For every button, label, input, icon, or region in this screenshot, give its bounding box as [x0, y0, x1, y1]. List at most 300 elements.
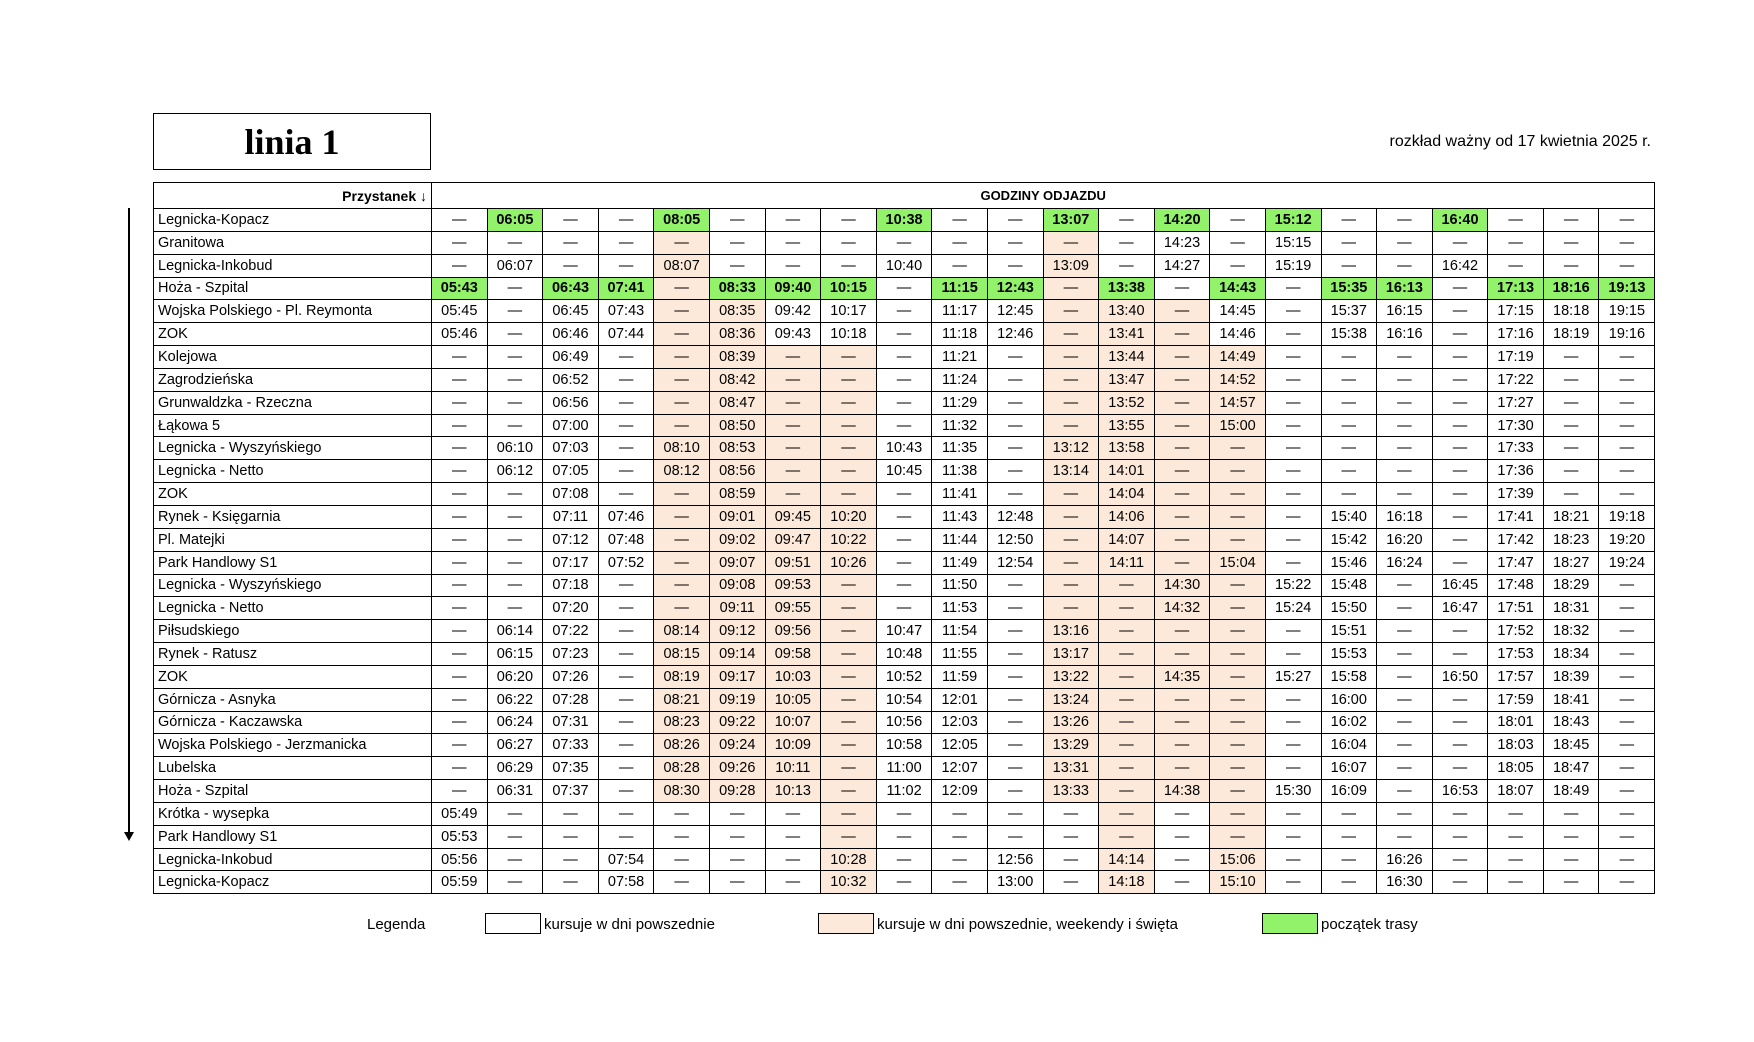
departure-time: —: [654, 871, 710, 894]
departure-time: —: [432, 665, 488, 688]
departure-time: —: [1154, 483, 1210, 506]
departure-time: —: [1265, 460, 1321, 483]
departure-time: —: [709, 254, 765, 277]
departure-time: 09:22: [709, 711, 765, 734]
departure-time: 19:24: [1599, 551, 1655, 574]
departure-time: —: [432, 254, 488, 277]
departure-time: —: [876, 231, 932, 254]
departure-time: —: [821, 665, 877, 688]
table-header-row: [154, 183, 1655, 209]
departure-time: 07:46: [598, 505, 654, 528]
departure-time: 12:01: [932, 688, 988, 711]
departure-time: 15:53: [1321, 643, 1377, 666]
stop-name: Kolejowa: [154, 346, 432, 369]
departure-time: 18:34: [1543, 643, 1599, 666]
departure-time: —: [987, 688, 1043, 711]
departure-time: 09:14: [709, 643, 765, 666]
departure-time: —: [1432, 848, 1488, 871]
departure-time: 18:45: [1543, 734, 1599, 757]
departure-time: —: [1432, 300, 1488, 323]
table-row: [154, 414, 1655, 437]
departure-time: —: [432, 757, 488, 780]
departure-time: —: [1154, 437, 1210, 460]
departure-time: —: [765, 848, 821, 871]
departure-time: —: [821, 437, 877, 460]
departure-time: 18:47: [1543, 757, 1599, 780]
departure-time: 15:30: [1265, 780, 1321, 803]
departure-time: —: [598, 825, 654, 848]
departure-time: —: [1377, 757, 1433, 780]
departure-time: —: [487, 528, 543, 551]
departure-time: 15:24: [1265, 597, 1321, 620]
departure-time: —: [1432, 688, 1488, 711]
departure-time: —: [598, 734, 654, 757]
departure-time: 09:07: [709, 551, 765, 574]
departure-time: 15:19: [1265, 254, 1321, 277]
departure-time: 07:37: [543, 780, 599, 803]
departure-time: —: [1265, 346, 1321, 369]
departure-time: 16:24: [1377, 551, 1433, 574]
departure-time: —: [1321, 825, 1377, 848]
departure-time: —: [1599, 757, 1655, 780]
departure-time: 09:42: [765, 300, 821, 323]
departure-time: —: [821, 734, 877, 757]
table-row: [154, 802, 1655, 825]
departure-time: 13:33: [1043, 780, 1099, 803]
departure-time: 16:04: [1321, 734, 1377, 757]
departure-time: —: [1043, 391, 1099, 414]
departure-time: 08:07: [654, 254, 710, 277]
departure-time: —: [598, 620, 654, 643]
departure-time: 17:13: [1488, 277, 1544, 300]
stop-name: Park Handlowy S1: [154, 825, 432, 848]
departure-time: —: [1154, 871, 1210, 894]
departure-time: —: [932, 802, 988, 825]
departure-time: 13:17: [1043, 643, 1099, 666]
departure-time: —: [487, 483, 543, 506]
departure-time: 13:58: [1099, 437, 1155, 460]
departure-time: —: [1599, 254, 1655, 277]
table-row: [154, 551, 1655, 574]
departure-time: 12:48: [987, 505, 1043, 528]
departure-time: 18:05: [1488, 757, 1544, 780]
departure-time: 12:09: [932, 780, 988, 803]
departure-time: —: [1377, 483, 1433, 506]
departure-time: 14:46: [1210, 323, 1266, 346]
departure-time: —: [1432, 323, 1488, 346]
departure-time: 10:45: [876, 460, 932, 483]
departure-time: —: [1265, 802, 1321, 825]
departure-time: —: [1099, 802, 1155, 825]
table-row: [154, 437, 1655, 460]
departure-time: —: [1321, 871, 1377, 894]
stop-name: Hoża - Szpital: [154, 277, 432, 300]
departure-time: 07:22: [543, 620, 599, 643]
departure-time: —: [1210, 597, 1266, 620]
departure-time: —: [432, 414, 488, 437]
departure-time: 08:15: [654, 643, 710, 666]
departure-time: 07:08: [543, 483, 599, 506]
departure-time: —: [709, 825, 765, 848]
departure-time: 15:10: [1210, 871, 1266, 894]
departure-time: 11:49: [932, 551, 988, 574]
departure-time: 15:48: [1321, 574, 1377, 597]
departure-time: —: [765, 414, 821, 437]
departure-time: 11:38: [932, 460, 988, 483]
table-row: [154, 209, 1655, 232]
table-row: [154, 848, 1655, 871]
departure-time: —: [1599, 437, 1655, 460]
departure-time: 07:03: [543, 437, 599, 460]
departure-time: 10:28: [821, 848, 877, 871]
departure-time: —: [1210, 231, 1266, 254]
departure-time: 06:22: [487, 688, 543, 711]
table-row: [154, 460, 1655, 483]
departure-time: —: [1599, 483, 1655, 506]
departure-time: 13:24: [1043, 688, 1099, 711]
departure-time: —: [821, 346, 877, 369]
table-row: [154, 734, 1655, 757]
departure-time: —: [1265, 323, 1321, 346]
departure-time: 17:52: [1488, 620, 1544, 643]
departure-time: 08:21: [654, 688, 710, 711]
departure-time: —: [1599, 871, 1655, 894]
departure-time: —: [654, 505, 710, 528]
departure-time: —: [1543, 231, 1599, 254]
departure-time: 13:00: [987, 871, 1043, 894]
departure-time: 13:14: [1043, 460, 1099, 483]
departure-time: 08:50: [709, 414, 765, 437]
departure-time: 17:36: [1488, 460, 1544, 483]
departure-time: —: [598, 665, 654, 688]
departure-time: —: [432, 551, 488, 574]
table-row: [154, 780, 1655, 803]
stop-name: Legnicka-Kopacz: [154, 209, 432, 232]
departure-time: —: [1543, 254, 1599, 277]
departure-time: 10:26: [821, 551, 877, 574]
departure-time: —: [1210, 643, 1266, 666]
departure-time: 17:48: [1488, 574, 1544, 597]
departure-time: 14:38: [1154, 780, 1210, 803]
legend-label: Legenda: [367, 916, 426, 933]
departure-time: —: [765, 437, 821, 460]
table-row: [154, 711, 1655, 734]
departure-time: —: [1210, 665, 1266, 688]
departure-time: —: [1043, 300, 1099, 323]
departure-time: 14:57: [1210, 391, 1266, 414]
departure-time: —: [1599, 391, 1655, 414]
table-row: [154, 483, 1655, 506]
departure-time: —: [932, 231, 988, 254]
departure-time: 06:45: [543, 300, 599, 323]
departure-time: 15:22: [1265, 574, 1321, 597]
departure-time: —: [932, 825, 988, 848]
departure-time: —: [1377, 780, 1433, 803]
departure-time: —: [1265, 825, 1321, 848]
departure-time: —: [1543, 391, 1599, 414]
departure-time: —: [1043, 368, 1099, 391]
departure-time: —: [932, 254, 988, 277]
departure-time: —: [1432, 643, 1488, 666]
departure-time: —: [543, 825, 599, 848]
departure-time: 07:23: [543, 643, 599, 666]
departure-time: —: [432, 209, 488, 232]
departure-time: —: [1210, 460, 1266, 483]
direction-arrow-icon: [128, 208, 130, 835]
departure-time: 08:56: [709, 460, 765, 483]
departure-time: —: [821, 254, 877, 277]
departure-time: —: [598, 688, 654, 711]
stop-column-header: Przystanek ↓: [154, 183, 432, 209]
departure-time: —: [598, 209, 654, 232]
departure-time: 07:31: [543, 711, 599, 734]
departure-time: —: [987, 231, 1043, 254]
departure-time: —: [821, 825, 877, 848]
departure-time: 15:06: [1210, 848, 1266, 871]
departure-time: —: [1377, 437, 1433, 460]
departure-time: —: [1321, 209, 1377, 232]
departure-time: —: [1154, 368, 1210, 391]
departure-time: —: [1377, 254, 1433, 277]
departure-time: 11:43: [932, 505, 988, 528]
departure-time: —: [1377, 231, 1433, 254]
departure-time: 09:43: [765, 323, 821, 346]
departure-time: 06:10: [487, 437, 543, 460]
departure-time: —: [1265, 734, 1321, 757]
departure-time: —: [1210, 802, 1266, 825]
departure-time: —: [432, 597, 488, 620]
departure-time: 16:20: [1377, 528, 1433, 551]
departure-time: —: [876, 825, 932, 848]
departure-time: —: [598, 437, 654, 460]
departure-time: —: [1321, 231, 1377, 254]
departure-time: 14:20: [1154, 209, 1210, 232]
departure-time: —: [1432, 391, 1488, 414]
departure-time: —: [1599, 848, 1655, 871]
departure-time: —: [1432, 483, 1488, 506]
departure-time: —: [1488, 802, 1544, 825]
departure-time: 16:50: [1432, 665, 1488, 688]
departure-time: 18:41: [1543, 688, 1599, 711]
departure-time: —: [1210, 780, 1266, 803]
departure-time: —: [1321, 414, 1377, 437]
departure-time: —: [987, 665, 1043, 688]
departure-time: 07:58: [598, 871, 654, 894]
departure-time: 07:20: [543, 597, 599, 620]
stop-name: Lubelska: [154, 757, 432, 780]
departure-time: 11:32: [932, 414, 988, 437]
departure-time: —: [987, 209, 1043, 232]
departure-time: —: [1154, 277, 1210, 300]
departure-time: 13:09: [1043, 254, 1099, 277]
departure-time: —: [1099, 734, 1155, 757]
departure-time: 09:08: [709, 574, 765, 597]
departure-time: —: [709, 209, 765, 232]
departure-time: —: [1154, 825, 1210, 848]
departure-time: —: [765, 460, 821, 483]
departure-time: 16:30: [1377, 871, 1433, 894]
departure-time: 15:12: [1265, 209, 1321, 232]
departure-time: 17:47: [1488, 551, 1544, 574]
departure-time: —: [1154, 802, 1210, 825]
departure-time: 14:04: [1099, 483, 1155, 506]
departure-time: 11:17: [932, 300, 988, 323]
departure-time: —: [487, 231, 543, 254]
departure-time: —: [1154, 391, 1210, 414]
stop-name: Łąkowa 5: [154, 414, 432, 437]
departure-time: —: [1265, 757, 1321, 780]
departure-time: —: [1099, 643, 1155, 666]
departure-time: —: [1154, 346, 1210, 369]
departure-time: —: [487, 323, 543, 346]
departure-time: 08:39: [709, 346, 765, 369]
departure-time: —: [1099, 780, 1155, 803]
departure-time: —: [654, 597, 710, 620]
departure-time: 10:09: [765, 734, 821, 757]
departure-time: —: [598, 780, 654, 803]
table-row: [154, 665, 1655, 688]
departure-time: —: [1599, 574, 1655, 597]
departure-time: —: [876, 277, 932, 300]
departure-time: —: [1377, 734, 1433, 757]
departure-time: 06:49: [543, 346, 599, 369]
departure-time: 18:19: [1543, 323, 1599, 346]
departure-time: —: [821, 483, 877, 506]
table-row: [154, 574, 1655, 597]
departure-time: 17:27: [1488, 391, 1544, 414]
departure-time: —: [432, 460, 488, 483]
departure-time: —: [1321, 460, 1377, 483]
departure-time: —: [654, 483, 710, 506]
departure-time: 06:52: [543, 368, 599, 391]
departure-time: —: [1099, 254, 1155, 277]
departure-time: 11:15: [932, 277, 988, 300]
table-row: [154, 300, 1655, 323]
departure-time: —: [1432, 802, 1488, 825]
table-row: [154, 643, 1655, 666]
stop-name: Legnicka-Inkobud: [154, 254, 432, 277]
departure-time: 11:24: [932, 368, 988, 391]
departure-time: —: [1321, 802, 1377, 825]
departure-time: —: [987, 643, 1043, 666]
departure-time: —: [1154, 323, 1210, 346]
departure-time: 18:18: [1543, 300, 1599, 323]
departure-time: 13:47: [1099, 368, 1155, 391]
departure-time: 15:37: [1321, 300, 1377, 323]
departure-time: 07:05: [543, 460, 599, 483]
departure-time: —: [1599, 460, 1655, 483]
stop-name: Legnicka-Kopacz: [154, 871, 432, 894]
departure-time: —: [1488, 848, 1544, 871]
departure-time: —: [654, 848, 710, 871]
stop-name: Wojska Polskiego - Jerzmanicka: [154, 734, 432, 757]
departure-time: 12:56: [987, 848, 1043, 871]
departure-time: 16:42: [1432, 254, 1488, 277]
stop-name: ZOK: [154, 323, 432, 346]
departure-time: —: [1377, 574, 1433, 597]
departure-time: —: [654, 574, 710, 597]
departure-time: —: [654, 825, 710, 848]
departure-time: —: [1265, 620, 1321, 643]
departure-time: 09:45: [765, 505, 821, 528]
departure-time: 16:09: [1321, 780, 1377, 803]
departure-time: —: [432, 346, 488, 369]
departure-time: —: [821, 780, 877, 803]
departure-time: 08:05: [654, 209, 710, 232]
departure-time: —: [1099, 711, 1155, 734]
departure-time: —: [1543, 825, 1599, 848]
departure-time: —: [487, 277, 543, 300]
departure-time: —: [765, 368, 821, 391]
departure-time: 08:10: [654, 437, 710, 460]
departure-time: —: [1377, 643, 1433, 666]
departure-time: —: [1432, 277, 1488, 300]
departure-time: —: [1488, 871, 1544, 894]
departure-time: 17:19: [1488, 346, 1544, 369]
departure-time: 05:43: [432, 277, 488, 300]
departure-time: 17:33: [1488, 437, 1544, 460]
departure-time: —: [821, 574, 877, 597]
departure-time: 07:35: [543, 757, 599, 780]
departure-time: 07:17: [543, 551, 599, 574]
departure-time: —: [1210, 574, 1266, 597]
departure-time: 07:52: [598, 551, 654, 574]
departure-time: 10:54: [876, 688, 932, 711]
departure-time: —: [432, 734, 488, 757]
table-row: [154, 323, 1655, 346]
departure-time: 10:03: [765, 665, 821, 688]
stop-name: Krótka - wysepka: [154, 802, 432, 825]
departure-time: —: [598, 368, 654, 391]
departure-time: —: [1599, 688, 1655, 711]
departure-time: —: [487, 368, 543, 391]
departure-time: 18:39: [1543, 665, 1599, 688]
departure-time: 05:53: [432, 825, 488, 848]
departure-time: —: [1321, 483, 1377, 506]
departure-time: —: [876, 346, 932, 369]
departure-time: —: [1432, 620, 1488, 643]
departure-time: 12:45: [987, 300, 1043, 323]
departure-time: —: [1599, 597, 1655, 620]
departure-time: —: [1543, 460, 1599, 483]
departure-time: —: [1043, 574, 1099, 597]
departure-time: 18:07: [1488, 780, 1544, 803]
departure-time: —: [1432, 346, 1488, 369]
departure-time: 18:29: [1543, 574, 1599, 597]
line-title: linia 1: [153, 113, 431, 170]
departure-time: —: [654, 346, 710, 369]
departure-time: 08:53: [709, 437, 765, 460]
departure-time: 14:07: [1099, 528, 1155, 551]
departure-time: 08:35: [709, 300, 765, 323]
departure-time: —: [1321, 368, 1377, 391]
departure-time: —: [1599, 643, 1655, 666]
departure-time: 13:29: [1043, 734, 1099, 757]
departure-time: —: [654, 528, 710, 551]
departure-time: 14:01: [1099, 460, 1155, 483]
departure-time: 06:27: [487, 734, 543, 757]
departure-time: —: [1210, 254, 1266, 277]
legend-swatch-weekdays: [485, 913, 541, 934]
departure-time: 17:51: [1488, 597, 1544, 620]
legend-swatch-route-start: [1262, 913, 1318, 934]
departure-time: —: [1432, 734, 1488, 757]
departure-time: —: [765, 871, 821, 894]
departure-time: 16:26: [1377, 848, 1433, 871]
departure-time: —: [432, 780, 488, 803]
departure-time: —: [1599, 734, 1655, 757]
table-row: [154, 346, 1655, 369]
